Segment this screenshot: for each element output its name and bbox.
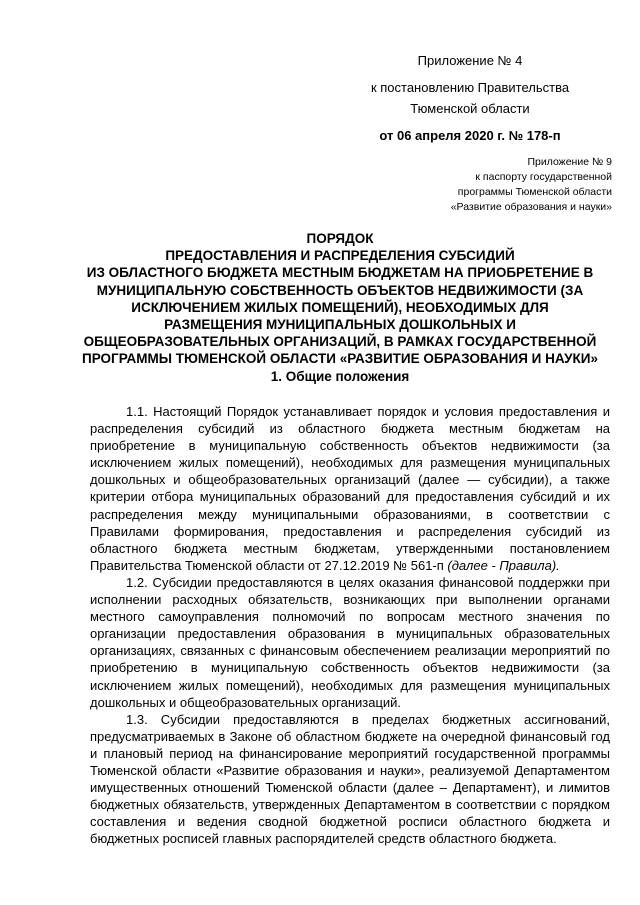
heading-line4: МУНИЦИПАЛЬНУЮ СОБСТВЕННОСТЬ ОБЪЕКТОВ НЕДВИЖИМОСТИ (ЗА: [96, 282, 584, 298]
appendix-resolution-line2: Тюменской области: [410, 101, 530, 116]
body-text: [90, 403, 610, 847]
appendix-date-number: от 06 апреля 2020 г. № 178-п: [379, 128, 561, 143]
sub-appendix-line2: программы Тюменской области: [457, 186, 612, 198]
sub-appendix-title: Приложение № 9: [527, 156, 612, 168]
heading-line1: ПОРЯДОК: [306, 231, 374, 246]
heading-line2: ПРЕДОСТАВЛЕНИЯ И РАСПРЕДЕЛЕНИЯ СУБСИДИЙ: [165, 248, 515, 264]
sub-appendix-block: [380, 155, 612, 215]
paragraph-1-3: 1.3. Субсидии предоставляются в пределах бюджетных ассигнований, предусматриваемых в Законе об областном бюджете на очередной финансовый год и плановый период на финансирование мероприятий государственной программы Тюменской области «Развитие образования и науки», реализуемой Департаментом имущественных отношений Тюменской области (далее – Департамент), и лимитов бюджетных обязательств, утвержденных Департаментом в соответствии с порядком составления и ведения сводной бюджетной росписи областного бюджета и бюджетных росписей главных распорядителей средств областного бюджета.: [90, 711, 610, 847]
heading-line5: ИСКЛЮЧЕНИЕМ ЖИЛЫХ ПОМЕЩЕНИЙ), НЕОБХОДИМЫХ ДЛЯ: [131, 299, 549, 315]
heading-line7: ОБЩЕОБРАЗОВАТЕЛЬНЫХ ОРГАНИЗАЦИЙ, В РАМКАХ ГОСУДАРСТВЕННОЙ: [83, 334, 597, 350]
appendix-resolution-line1: к постановлению Правительства: [370, 80, 570, 95]
paragraph-1-1-text: 1.1. Настоящий Порядок устанавливает порядок и условия предоставления и распределения субсидий из областного бюджета местным бюджетам на приобретение в муниципальную собственность объектов недвижимости (за исключением жилых помещений), необходимых для размещения муниципальных дошкольных и общеобразовательных организаций (далее — субсидии), а также критерии отбора муниципальных образований для предоставления субсидий и их распределения между муниципальными образованиями, в соответствии с Правилами формирования, предоставления и распределения субсидий из областного бюджета местным бюджетам, утвержденными постановлением Правительства Тюменской области от 27.12.2019 № 561-п: [90, 404, 610, 573]
paragraph-1-2: 1.2. Субсидии предоставляются в целях оказания финансовой поддержки при исполнении расходных обязательств, возникающих при выполнении органами местного самоуправления полномочий по вопросам местного значения по организации предоставления образования в муниципальных образовательных организациях, связанных с финансовым обеспечением реализации мероприятий по приобретению в муниципальную собственность объектов недвижимости (за исключением жилых помещений), необходимых для размещения муниципальных дошкольных и общеобразовательных организаций.: [90, 574, 610, 710]
section-title: 1. Общие положения: [270, 368, 410, 384]
paragraph-1-1-italic: (далее - Правила).: [447, 557, 560, 573]
heading-line3: ИЗ ОБЛАСТНОГО БЮДЖЕТА МЕСТНЫМ БЮДЖЕТАМ НА ПРИОБРЕТЕНИЕ В: [86, 265, 594, 281]
heading-line6: РАЗМЕЩЕНИЯ МУНИЦИПАЛЬНЫХ ДОШКОЛЬНЫХ И: [164, 317, 516, 333]
appendix-block: [330, 50, 610, 146]
heading-line8: ПРОГРАММЫ ТЮМЕНСКОЙ ОБЛАСТИ «РАЗВИТИЕ ОБРАЗОВАНИЯ И НАУКИ»: [82, 351, 598, 367]
sub-appendix-line3: «Развитие образования и науки»: [450, 201, 612, 213]
paragraph-1-1: [90, 403, 610, 574]
sub-appendix-line1: к паспорту государственной: [475, 171, 612, 183]
appendix-title: Приложение № 4: [417, 53, 523, 68]
document-heading: [80, 230, 600, 385]
